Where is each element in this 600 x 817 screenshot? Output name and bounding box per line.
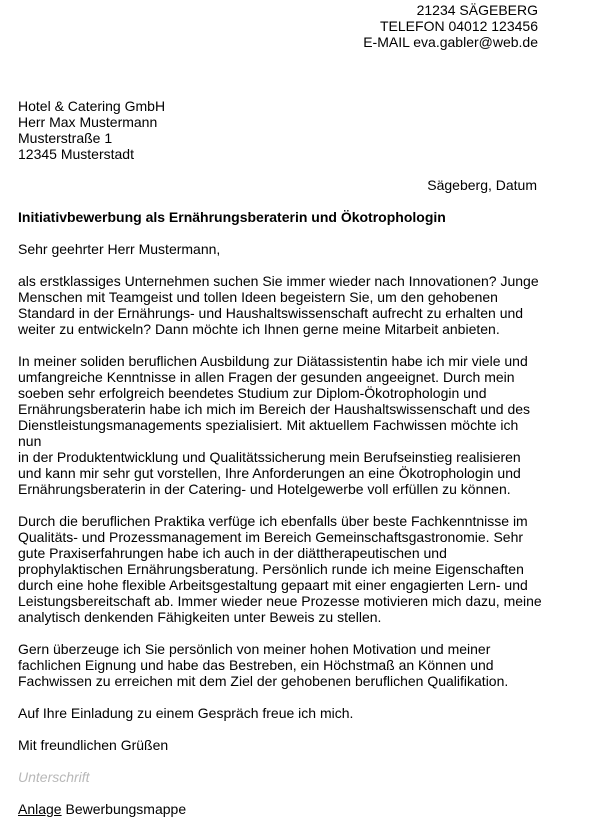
recipient-name: Herr Max Mustermann bbox=[18, 114, 158, 130]
enclosure-text: Bewerbungsmappe bbox=[61, 801, 187, 817]
recipient-address bbox=[18, 98, 418, 162]
date-line: Sägeberg, Datum bbox=[427, 177, 537, 193]
recipient-city: 12345 Musterstadt bbox=[18, 146, 134, 162]
recipient-street: Musterstraße 1 bbox=[18, 130, 113, 146]
paragraph-education: In meiner soliden beruflichen Ausbildung zur Diätassistentin habe ich mir viele und umfangreiche Kenntnisse in allen Fragen der gesunden angeeignet. Durch mein soeben sehr erfolgreich beendetes Studium zur Diplom-Ökotrophologin und Ernährungsberaterin habe ich mich im Bereich der Haushaltswissenschaft und des Dienstleistungsmanagements spezialisiert. Mit aktuellem Fachwissen möchte ich nun in der Produktentwicklung und Qualitätssicherung mein Berufseinstieg realisieren und kann mir sehr gut vorstellen, Ihre Anforderungen an eine Ökotrophologin und Ernährungsberaterin in der Catering- und Hotelgewerbe voll erfüllen zu können. bbox=[18, 353, 531, 497]
sender-block bbox=[238, 2, 538, 50]
recipient-company: Hotel & Catering GmbH bbox=[18, 98, 166, 114]
letter-body bbox=[18, 209, 543, 817]
enclosure-line bbox=[18, 801, 543, 817]
paragraph-motivation: Gern überzeuge ich Sie persönlich von meiner hohen Motivation und meiner fachlichen Eignung und habe das Bestreben, ein Höchstmaß an Können und Fachwissen zu erreichen mit dem Ziel der gehobenen beruflichen Qualifikation. bbox=[18, 641, 509, 689]
paragraph-invitation: Auf Ihre Einladung zu einem Gespräch freue ich mich. bbox=[18, 705, 354, 721]
paragraph-experience: Durch die beruflichen Praktika verfüge ich ebenfalls über beste Fachkenntnisse im Qualitäts- und Prozessmanagement im Bereich Gemeinschaftsgastronomie. Sehr gute Praxiserfahrungen habe ich auch in der diättherapeutischen und prophylaktischen Ernährungsberatung. Persönlich runde ich meine Eigenschaften durch eine hohe flexible Arbeitsgestaltung gepaart mit einer engagierten Lern- und Leistungsbereitschaft ab. Immer wieder neue Prozesse motivieren mich dazu, meine analytisch denkenden Fähigkeiten unter Beweis zu stellen. bbox=[18, 513, 542, 625]
signature-placeholder: Unterschrift bbox=[18, 769, 90, 785]
sender-email: E-MAIL eva.gabler@web.de bbox=[363, 34, 538, 50]
closing-phrase: Mit freundlichen Grüßen bbox=[18, 737, 169, 753]
subject-line: Initiativbewerbung als Ernährungsberaterin und Ökotrophologin bbox=[18, 209, 446, 225]
paragraph-intro: als erstklassiges Unternehmen suchen Sie immer wieder nach Innovationen? Junge Menschen mit Teamgeist und tollen Ideen begeistern Sie, um den gehobenen Standard in der Ernährungs- und Haushaltswissenschaft aufrecht zu erhalten und weiter zu entwickeln? Dann möchte ich Ihnen gerne meine Mitarbeit anbieten. bbox=[18, 273, 539, 337]
sender-phone: TELEFON 04012 123456 bbox=[380, 18, 538, 34]
sender-city: 21234 SÄGEBERG bbox=[416, 2, 538, 18]
salutation: Sehr geehrter Herr Mustermann, bbox=[18, 241, 221, 257]
enclosure-label: Anlage bbox=[18, 801, 62, 817]
